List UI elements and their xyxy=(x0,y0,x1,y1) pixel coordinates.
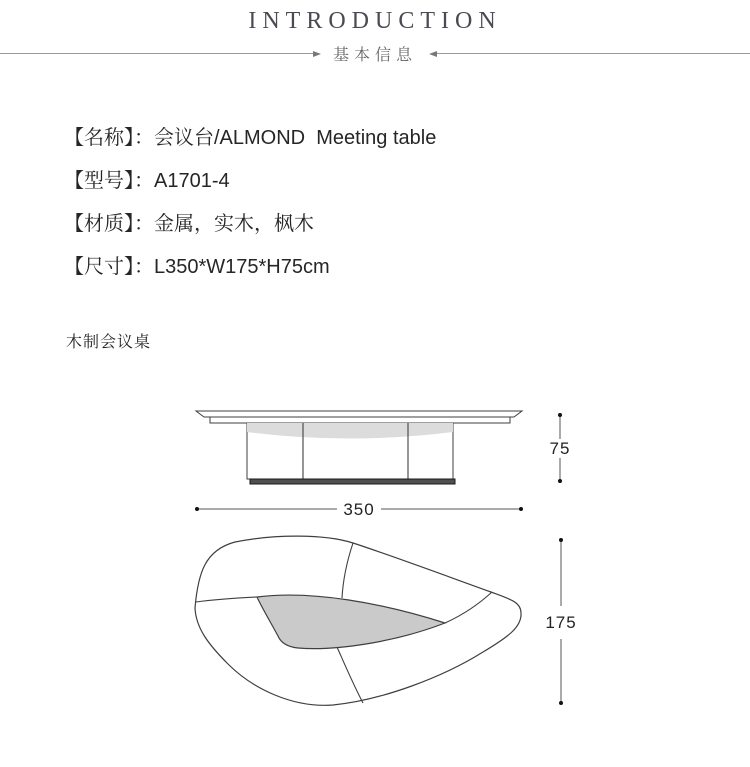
table-top-slab xyxy=(196,411,522,417)
top-plan-drawing xyxy=(180,528,600,733)
spec-row-material xyxy=(64,213,750,236)
spec-colon: ： xyxy=(134,127,154,149)
spec-list xyxy=(64,127,750,279)
side-elevation-drawing xyxy=(180,402,600,522)
spec-row-size xyxy=(64,256,750,279)
height-dimension xyxy=(550,413,571,483)
table-top-step xyxy=(210,417,510,423)
table-plinth xyxy=(250,479,455,484)
depth-dimension xyxy=(545,538,576,705)
spec-row-name xyxy=(64,127,750,150)
spec-row-model xyxy=(64,170,750,193)
drawing-caption: 木制会议桌 xyxy=(66,334,152,351)
section-subtitle: 基本信息 xyxy=(333,47,418,64)
spec-value: L350*W175*H75cm xyxy=(154,256,330,278)
spec-label: 【名称】 xyxy=(64,127,134,149)
spec-value: A1701-4 xyxy=(154,170,230,192)
page-title: INTRODUCTION xyxy=(248,8,502,34)
left-arrowhead-icon xyxy=(313,51,321,57)
height-dimension-label: 75 xyxy=(549,439,571,458)
spec-value: 金属，实木，枫木 xyxy=(154,213,314,235)
spec-label: 【型号】 xyxy=(64,170,134,192)
right-arrowhead-icon xyxy=(429,51,437,57)
left-divider-line xyxy=(0,53,313,54)
spec-colon: ： xyxy=(134,256,154,278)
spec-value: 会议台/ALMOND Meeting table xyxy=(154,127,437,149)
right-divider-line xyxy=(437,53,750,54)
spec-label: 【材质】 xyxy=(64,213,134,235)
spec-colon: ： xyxy=(134,170,154,192)
spec-colon: ： xyxy=(134,213,154,235)
width-dimension xyxy=(195,500,523,519)
width-dimension-label: 350 xyxy=(343,500,375,519)
subtitle-divider-row xyxy=(0,42,750,65)
depth-dimension-label: 175 xyxy=(545,613,577,632)
spec-label: 【尺寸】 xyxy=(64,256,134,278)
